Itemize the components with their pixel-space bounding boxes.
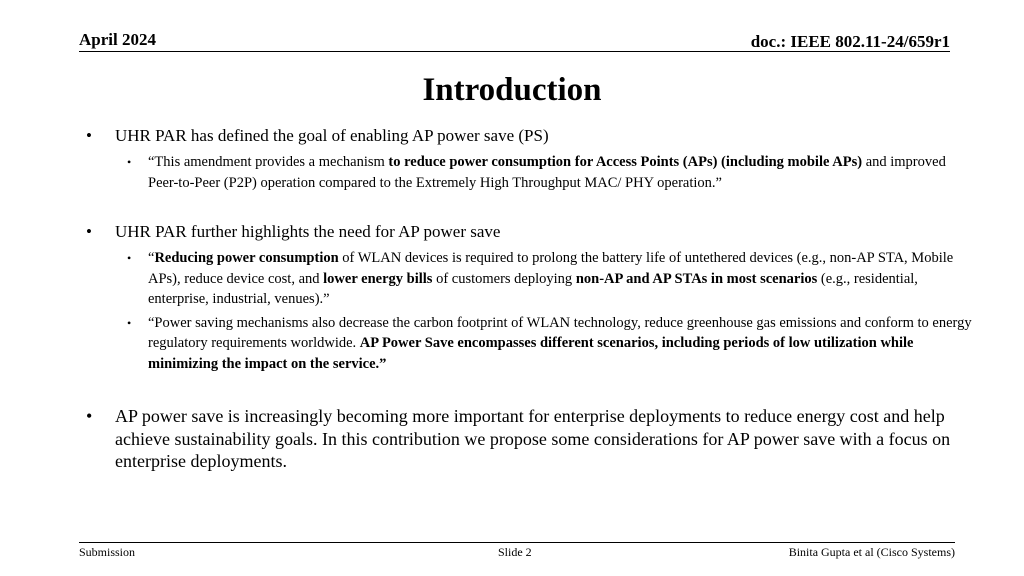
bullet-1 (84, 125, 974, 147)
bold-text-run: lower energy bills (323, 270, 433, 287)
bullet-1-text: UHR PAR has defined the goal of enabling AP power save (PS) (115, 126, 549, 145)
bullet-2 (84, 221, 974, 243)
slide-title: Introduction (422, 72, 602, 108)
text-run: “This amendment provides a mechanism (148, 154, 389, 170)
footer-slide-number: Slide 2 (498, 545, 532, 559)
bullet-marker: • (86, 126, 92, 145)
header-divider (79, 51, 950, 52)
text-run: “ (148, 250, 155, 266)
footer-submission: Submission (79, 545, 136, 559)
bullet-2-sub-2 (84, 313, 974, 375)
bullet-marker: • (86, 222, 92, 241)
bold-text-run: Reducing power consumption (154, 250, 339, 266)
bullet-3-text: AP power save is increasingly becoming more important for enterprise deployments to reduce energy cost and help achieve sustainability goals. In this contribution we propose some considerations for AP power save with a focus on enterprise deployments. (115, 406, 951, 471)
bullet-marker: • (86, 406, 93, 426)
header-doc-number: doc.: IEEE 802.11-24/659r1 (750, 32, 950, 51)
text-run: “Power saving mechanisms also decrease the carbon footprint of WLAN technology, reduce greenhouse gas emissions and conform to energy regulatory requirements worldwide. (148, 314, 972, 351)
sub-bullet-marker: • (127, 315, 132, 330)
bullet-1-sub-1 (84, 152, 974, 193)
sub-bullet-marker: • (127, 155, 132, 169)
bold-text-run: to reduce power consumption for Access Points (APs) (including mobile APs) (388, 154, 863, 170)
bold-text-run: non-AP and AP STAs in most scenarios (575, 270, 818, 287)
sub-bullet-marker: • (127, 251, 132, 265)
header-date: April 2024 (79, 30, 156, 49)
text-run: and improved Peer-to-Peer (P2P) operation compared to the Extremely High Throughput MAC/ PHY operation.” (148, 154, 946, 191)
text-run: of WLAN devices is required to prolong the battery life of untethered devices (e.g., non-AP STA, Mobile APs), reduce device cost, and (148, 250, 954, 287)
footer-authors: Binita Gupta et al (Cisco Systems) (788, 545, 955, 559)
text-run: of customers deploying (432, 270, 576, 287)
bullet-2-sub-1 (84, 248, 974, 310)
bullet-2-text: UHR PAR further highlights the need for AP power save (115, 222, 501, 241)
bullet-3 (84, 405, 974, 473)
text-run: (e.g., residential, enterprise, industrial, venues).” (148, 270, 918, 307)
bold-text-run: AP Power Save encompasses different scenarios, including periods of low utilization while minimizing the impact on the service.” (148, 335, 914, 372)
slide-body (84, 125, 974, 473)
footer-divider (79, 542, 955, 543)
